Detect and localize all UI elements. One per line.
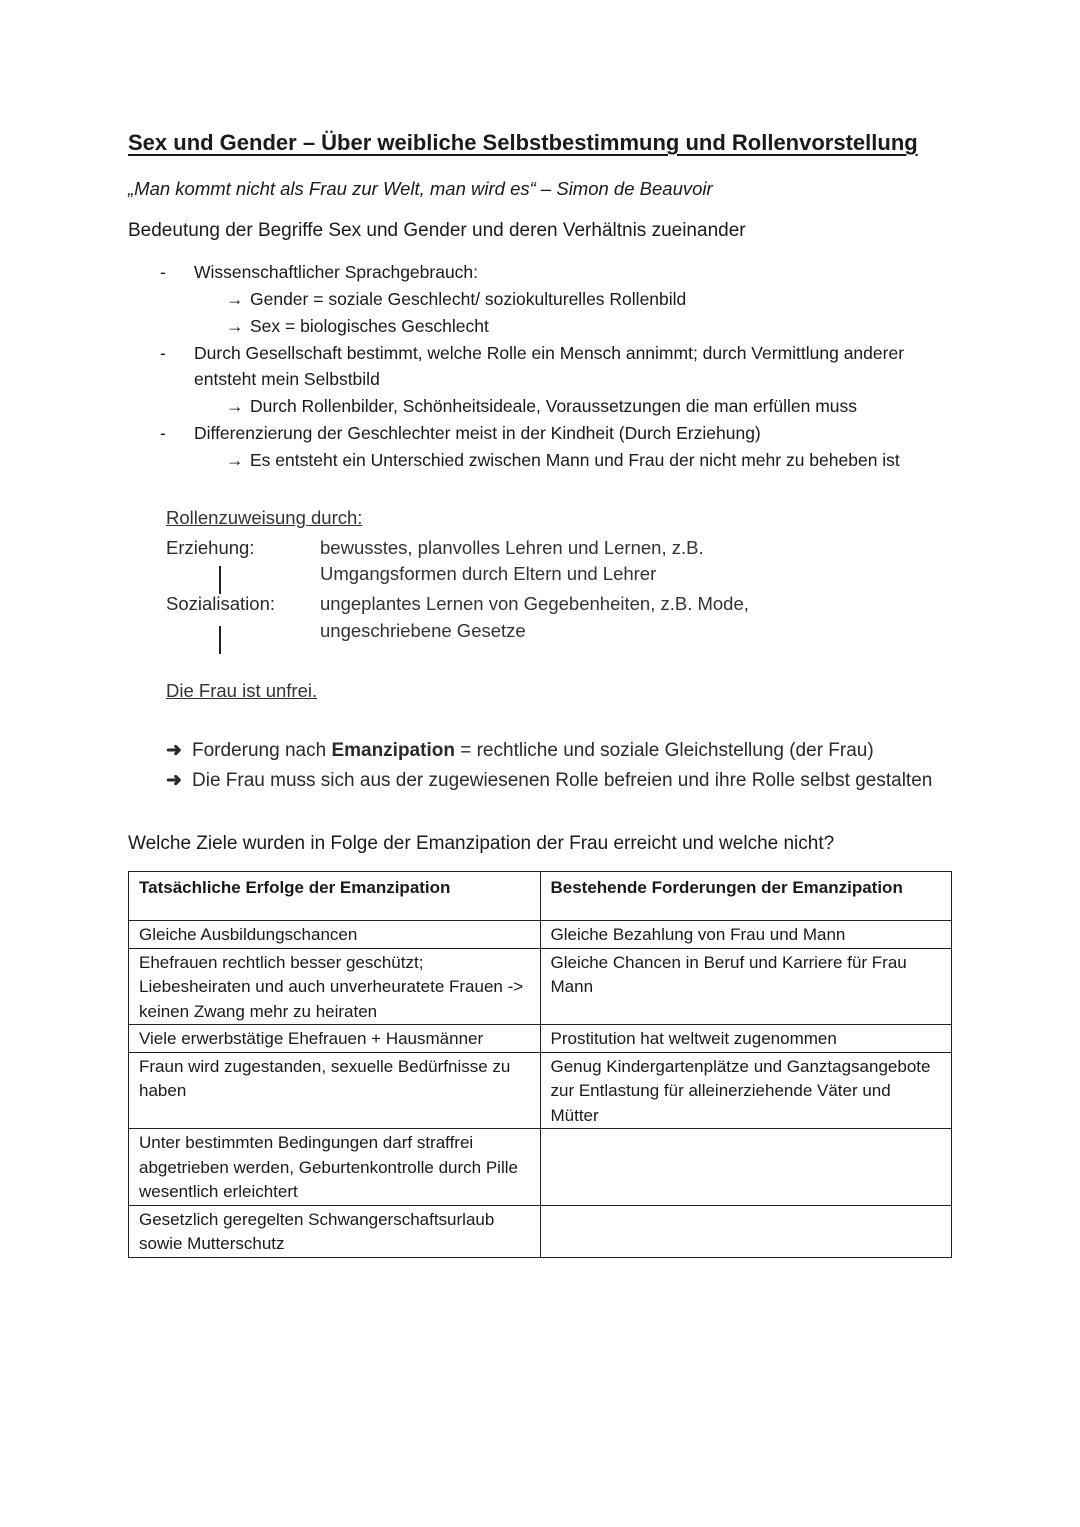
table-header-row: [129, 872, 952, 921]
table-header-demands: Bestehende Forderungen der Emanzipation: [540, 872, 952, 921]
sub-bullet-text: Es entsteht ein Unterschied zwischen Mann und Frau der nicht mehr zu beheben ist: [250, 450, 900, 470]
arrow-right-icon: →: [226, 450, 244, 470]
table-cell-achievement: Ehefrauen rechtlich besser geschützt; Liebesheiraten und auch unverheuratete Frauen -> keinen Zwang mehr zu heiraten: [129, 948, 541, 1025]
table-cell-demand: Prostitution hat weltweit zugenommen: [540, 1025, 952, 1053]
erziehung-text: bewusstes, planvolles Lehren und Lernen, z.B.: [320, 537, 704, 558]
sozialisation-text: ungeschriebene Gesetze: [320, 620, 526, 641]
section-heading-goals: Welche Ziele wurden in Folge der Emanzipation der Frau erreicht und welche nicht?: [128, 833, 835, 854]
table-row: [129, 1052, 952, 1129]
emancipation-consequence: [166, 769, 932, 793]
sozialisation-label: Sozialisation:: [166, 593, 276, 614]
sub-bullet: [226, 394, 857, 418]
bullet-item: Durch Gesellschaft bestimmt, welche Rolle ein Mensch annimmt; durch Vermittlung anderer: [194, 343, 905, 363]
emancipation-consequence-text: Die Frau muss sich aus der zugewiesenen Rolle befreien und ihre Rolle selbst gestalten: [192, 770, 933, 791]
sub-bullet: [226, 314, 489, 338]
table-row: [129, 921, 952, 949]
table-row: [129, 1129, 952, 1206]
erziehung-label: Erziehung:: [166, 537, 255, 558]
sozialisation-text: ungeplantes Lernen von Gegebenheiten, z.B. Mode,: [320, 593, 749, 614]
quote: „Man kommt nicht als Frau zur Welt, man wird es“ – Simon de Beauvoir: [128, 178, 713, 199]
bold-arrow-right-icon: ➜: [166, 740, 182, 761]
table-row: [129, 1205, 952, 1257]
sub-bullet-text: Durch Rollenbilder, Schönheitsideale, Voraussetzungen die man erfüllen muss: [250, 396, 858, 416]
table-row: [129, 948, 952, 1025]
role-assignment-title: Rollenzuweisung durch:: [166, 507, 363, 528]
table-cell-demand: Gleiche Chancen in Beruf und Karriere für Frau Mann: [540, 948, 952, 1025]
table-cell-achievement: Gleiche Ausbildungschancen: [129, 921, 541, 949]
sub-bullet: [226, 448, 900, 472]
table-cell-demand: [540, 1129, 952, 1206]
bold-arrow-right-icon: ➜: [166, 770, 182, 791]
bullet-dash: -: [160, 423, 166, 443]
bullet-item-continuation: entsteht mein Selbstbild: [194, 369, 380, 389]
bullet-dash: -: [160, 262, 166, 282]
table-cell-demand: Gleiche Bezahlung von Frau und Mann: [540, 921, 952, 949]
sub-bullet-text: Sex = biologisches Geschlecht: [250, 316, 489, 336]
bullet-dash: -: [160, 343, 166, 363]
section-heading-terms: Bedeutung der Begriffe Sex und Gender und deren Verhältnis zueinander: [128, 220, 746, 241]
goals-table: [128, 871, 952, 1258]
table-cell-achievement: Fraun wird zugestanden, sexuelle Bedürfnisse zu haben: [129, 1052, 541, 1129]
bullet-item: Differenzierung der Geschlechter meist in der Kindheit (Durch Erziehung): [194, 423, 761, 443]
connector-line: [219, 566, 221, 594]
emancipation-definition: = rechtliche und soziale Gleichstellung (der Frau): [460, 740, 874, 761]
emancipation-prefix: Forderung nach: [192, 740, 327, 761]
erziehung-text: Umgangsformen durch Eltern und Lehrer: [320, 563, 657, 584]
connector-line: [219, 626, 221, 654]
arrow-right-icon: →: [226, 289, 244, 309]
page-title: Sex und Gender – Über weibliche Selbstbestimmung und Rollenvorstellung: [128, 130, 918, 155]
arrow-right-icon: →: [226, 316, 244, 336]
table-cell-demand: [540, 1205, 952, 1257]
emancipation-keyword: Emanzipation: [331, 740, 455, 761]
table-row: [129, 1025, 952, 1053]
bullet-item: Wissenschaftlicher Sprachgebrauch:: [194, 262, 479, 282]
table-header-achievements: Tatsächliche Erfolge der Emanzipation: [129, 872, 541, 921]
arrow-right-icon: →: [226, 396, 244, 416]
sub-bullet: [226, 287, 686, 311]
table-cell-achievement: Viele erwerbstätige Ehefrauen + Hausmänner: [129, 1025, 541, 1053]
table-cell-achievement: Gesetzlich geregelten Schwangerschaftsurlaub sowie Mutterschutz: [129, 1205, 541, 1257]
sub-bullet-text: Gender = soziale Geschlecht/ soziokulturelles Rollenbild: [250, 289, 687, 309]
table-cell-demand: Genug Kindergartenplätze und Ganztagsangebote zur Entlastung für alleinerziehende Väter und Mütter: [540, 1052, 952, 1129]
emancipation-demand: [166, 739, 874, 763]
table-cell-achievement: Unter bestimmten Bedingungen darf straffrei abgetrieben werden, Geburtenkontrolle durch Pille wesentlich erleichtert: [129, 1129, 541, 1206]
conclusion-text: Die Frau ist unfrei.: [166, 680, 318, 701]
